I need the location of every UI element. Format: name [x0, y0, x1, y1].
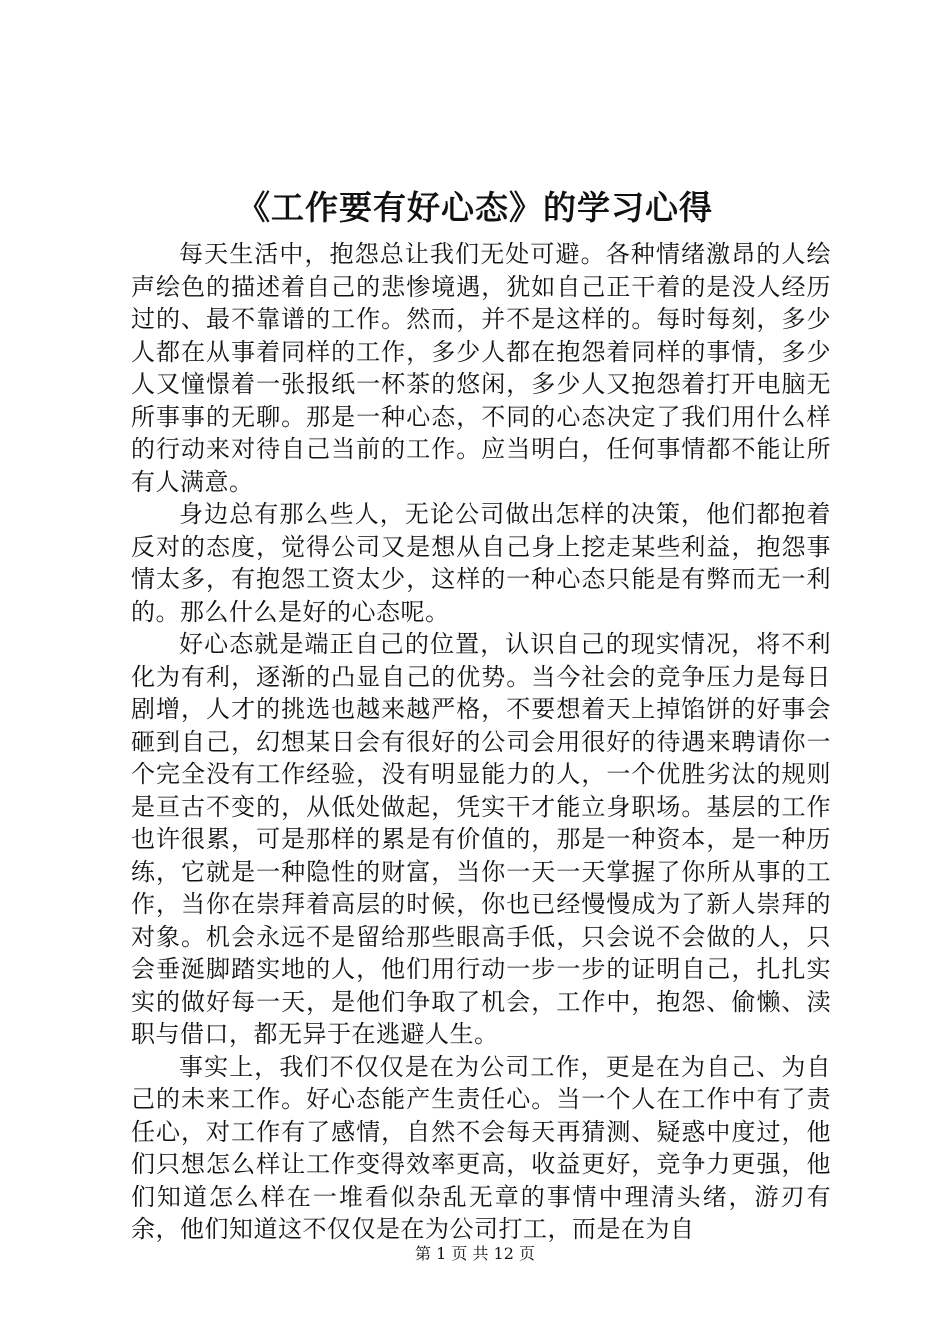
paragraph: 每天生活中，抱怨总让我们无处可避。各种情绪激昂的人绘声绘色的描述着自己的悲惨境遇，犹如自己正干着的是没人经历过的、最不靠谱的工作。然而，并不是这样的。每时每刻，多少人都在从事着同样的工作，多少人都在抱怨着同样的事情，多少人又憧憬着一张报纸一杯茶的悠闲，多少人又抱怨着打开电脑无所事事的无聊。那是一种心态，不同的心态决定了我们用什么样的行动来对待自己当前的工作。应当明白，任何事情都不能让所有人满意。: [131, 240, 831, 496]
document-title: 《工作要有好心态》的学习心得: [237, 188, 713, 227]
page-footer: 第 1 页 共 12 页: [415, 1244, 535, 1263]
paragraph: 事实上，我们不仅仅是在为公司工作，更是在为自己、为自己的未来工作。好心态能产生责任心。当一个人在工作中有了责任心，对工作有了感情，自然不会每天再猜测、疑惑中度过，他们只想怎么样让工作变得效率更高，收益更好，竞争力更强，他们知道怎么样在一堆看似杂乱无章的事情中理清头绪，游刃有余，他们知道这不仅仅是在为公司打工，而是在为自: [131, 1052, 831, 1243]
document-body: [131, 238, 831, 1246]
paragraph: 好心态就是端正自己的位置，认识自己的现实情况，将不利化为有利，逐渐的凸显自己的优势。当今社会的竞争压力是每日剧增，人才的挑选也越来越严格，不要想着天上掉馅饼的好事会砸到自己，幻想某日会有很好的公司会用很好的待遇来聘请你一个完全没有工作经验，没有明显能力的人，一个优胜劣汰的规则是亘古不变的，从低处做起，凭实干才能立身职场。基层的工作也许很累，可是那样的累是有价值的，那是一种资本，是一种历练，它就是一种隐性的财富，当你一天一天掌握了你所从事的工作，当你在崇拜着高层的时候，你也已经慢慢成为了新人崇拜的对象。机会永远不是留给那些眼高手低，只会说不会做的人，只会垂涎脚踏实地的人，他们用行动一步一步的证明自己，扎扎实实的做好每一天，是他们争取了机会，工作中，抱怨、偷懒、渎职与借口，都无异于在逃避人生。: [131, 630, 831, 1048]
paragraph: 身边总有那么些人，无论公司做出怎样的决策，他们都抱着反对的态度，觉得公司又是想从自己身上挖走某些利益，抱怨事情太多，有抱怨工资太少，这样的一种心态只能是有弊而无一利的。那么什么是好的心态呢。: [131, 500, 831, 626]
